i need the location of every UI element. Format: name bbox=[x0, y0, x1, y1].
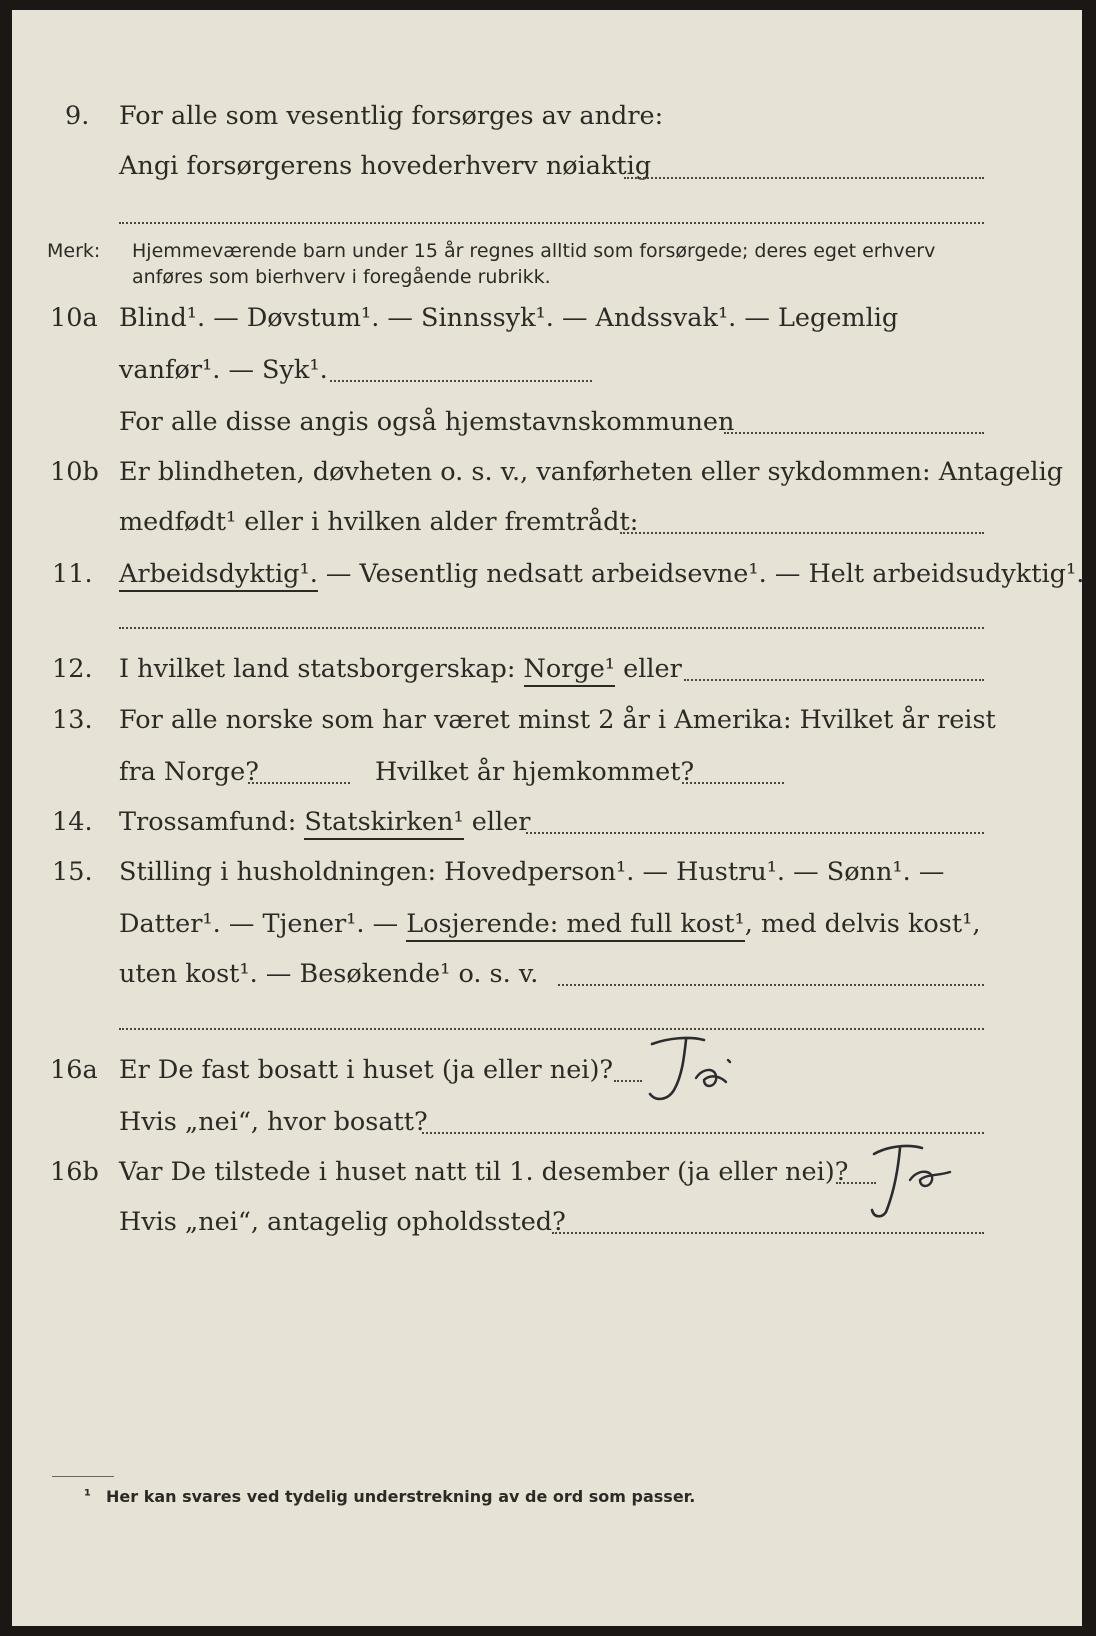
question-text: For alle som vesentlig forsørges av andre: bbox=[119, 101, 664, 131]
question-text bbox=[119, 653, 682, 685]
question-number: 11. bbox=[52, 559, 93, 589]
underlined-answer: Losjerende: med full kost¹ bbox=[406, 909, 745, 942]
question-number: 13. bbox=[52, 705, 93, 735]
question-text: For alle disse angis også hjemstavnskommunen bbox=[119, 407, 735, 437]
underlined-answer: Norge¹ bbox=[524, 654, 616, 687]
question-number: 15. bbox=[52, 857, 93, 887]
underlined-answer: Statskirken¹ bbox=[304, 807, 463, 840]
handwritten-answer-ja bbox=[634, 1030, 744, 1110]
note-text: Hjemmeværende barn under 15 år regnes alltid som forsørgede; deres eget erhverv bbox=[132, 240, 936, 262]
question-text: uten kost¹. — Besøkende¹ o. s. v. bbox=[119, 959, 539, 989]
question-text: Er De fast bosatt i huset (ja eller nei)? bbox=[119, 1055, 614, 1085]
question-text: Stilling i husholdningen: Hovedperson¹. — Hustru¹. — Sønn¹. — bbox=[119, 857, 945, 887]
question-text bbox=[119, 558, 1084, 590]
answer-line bbox=[119, 222, 984, 224]
question-text-pre: Datter¹. — Tjener¹. — bbox=[119, 909, 407, 939]
question-number: 14. bbox=[52, 807, 93, 837]
question-text: Var De tilstede i huset natt til 1. desember (ja eller nei)? bbox=[119, 1157, 849, 1187]
footnote-rule bbox=[52, 1476, 114, 1477]
answer-line bbox=[684, 679, 984, 681]
question-number: 9. bbox=[65, 101, 90, 131]
answer-line bbox=[248, 782, 350, 784]
answer-line bbox=[526, 832, 984, 834]
question-text-post: , med delvis kost¹, bbox=[744, 909, 981, 939]
question-text-post: eller bbox=[463, 807, 531, 837]
question-text: vanfør¹. — Syk¹. bbox=[119, 355, 328, 385]
answer-line bbox=[119, 627, 984, 629]
footnote-mark: ¹ bbox=[84, 1486, 92, 1505]
note-label: Merk: bbox=[47, 240, 101, 262]
footnote-text: Her kan svares ved tydelig understrekning av de ord som passer. bbox=[106, 1487, 696, 1506]
question-text-post: eller bbox=[615, 654, 682, 684]
handwritten-answer-ja bbox=[860, 1134, 960, 1224]
question-text: fra Norge? bbox=[119, 757, 259, 787]
question-number: 16a bbox=[50, 1055, 98, 1085]
question-text bbox=[119, 908, 980, 940]
answer-line bbox=[724, 432, 984, 434]
question-text: Hvilket år hjemkommet? bbox=[375, 757, 695, 787]
question-number: 10b bbox=[50, 457, 99, 487]
question-number: 16b bbox=[50, 1157, 99, 1187]
question-text: Hvis „nei“, antagelig opholdssted? bbox=[119, 1207, 566, 1237]
answer-line bbox=[330, 380, 592, 382]
answer-line bbox=[119, 1028, 984, 1030]
question-text-pre: I hvilket land statsborgerskap: bbox=[119, 654, 524, 684]
question-text-rest: — Vesentlig nedsatt arbeidsevne¹. — Helt arbeidsudyktig¹. bbox=[317, 559, 1085, 589]
answer-line bbox=[620, 532, 984, 534]
question-text bbox=[119, 806, 530, 838]
note-text: anføres som bierhverv i foregående rubrikk. bbox=[132, 266, 551, 288]
underlined-answer: Arbeidsdyktig¹. bbox=[119, 559, 318, 592]
question-text: Angi forsørgerens hovederhverv nøiaktig bbox=[119, 151, 652, 181]
census-form-page bbox=[12, 10, 1085, 1626]
answer-line bbox=[624, 177, 984, 179]
question-number: 12. bbox=[52, 654, 93, 684]
answer-line bbox=[558, 984, 984, 986]
question-text: Hvis „nei“, hvor bosatt? bbox=[119, 1107, 428, 1137]
question-number: 10a bbox=[50, 303, 98, 333]
question-text-pre: Trossamfund: bbox=[119, 807, 305, 837]
question-text: Blind¹. — Døvstum¹. — Sinnssyk¹. — Andssvak¹. — Legemlig bbox=[119, 303, 899, 333]
question-text: For alle norske som har været minst 2 år i Amerika: Hvilket år reist bbox=[119, 705, 996, 735]
question-text: medfødt¹ eller i hvilken alder fremtrådt: bbox=[119, 507, 639, 537]
answer-line bbox=[682, 782, 784, 784]
question-text: Er blindheten, døvheten o. s. v., vanførheten eller sykdommen: Antagelig bbox=[119, 457, 1064, 487]
answer-line bbox=[552, 1232, 984, 1234]
